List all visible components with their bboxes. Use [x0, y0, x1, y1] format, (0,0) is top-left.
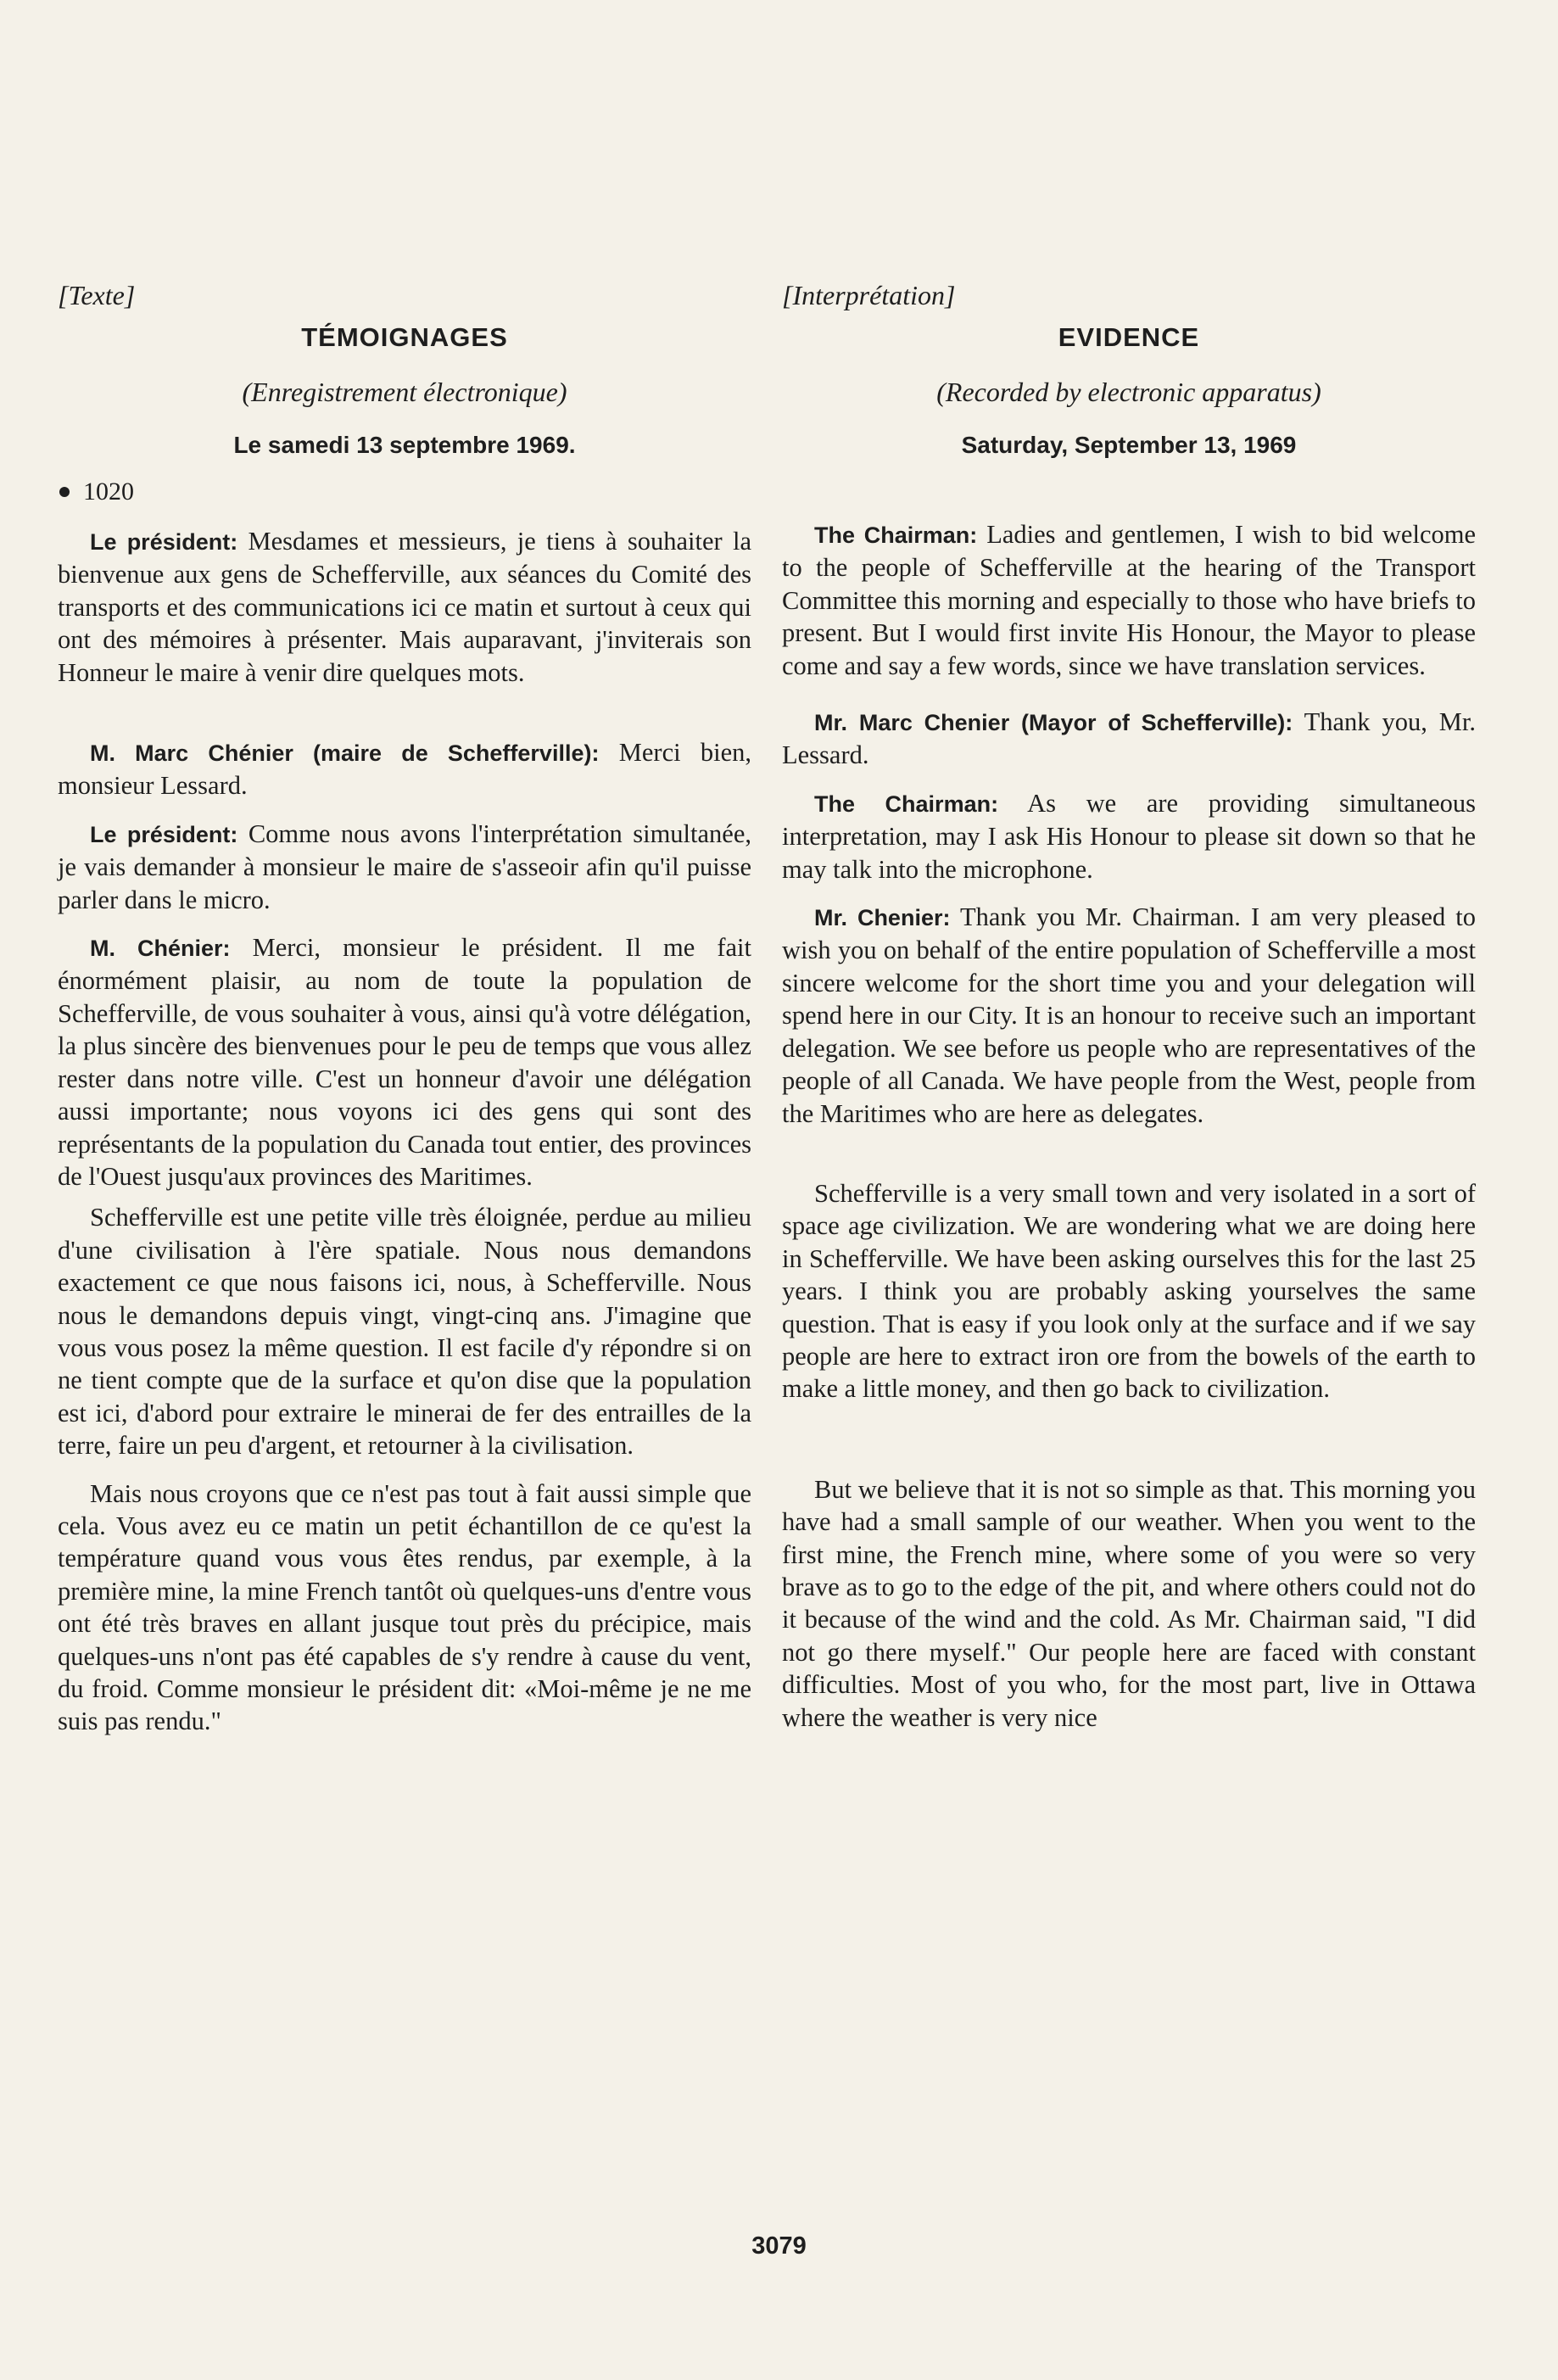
- speaker-name: Mr. Marc Chenier (Mayor of Schefferville):: [814, 710, 1293, 736]
- right-title: EVIDENCE: [1058, 322, 1200, 352]
- left-paragraph: [58, 525, 751, 689]
- speech-text: Ladies and gentlemen, I wish to bid welcome to the people of Schefferville at the hearing of the Transport Committee this morning and especially to those who have briefs to present. But I would first invite His Honour, the Mayor to please come and say a few words, since we have translation services.: [782, 520, 1476, 680]
- time-value: 1020: [83, 478, 134, 506]
- show-through-text: [0, 126, 1558, 159]
- left-column: [58, 280, 751, 1738]
- time-stamp: [58, 478, 751, 506]
- page-number: 3079: [751, 2232, 807, 2260]
- left-subtitle: (Enregistrement électronique): [242, 377, 567, 407]
- right-subtitle: (Recorded by electronic apparatus): [936, 377, 1321, 407]
- bullet-icon: [59, 487, 70, 497]
- speaker-name: The Chairman:: [814, 522, 978, 548]
- speech-text: Mesdames et messieurs, je tiens à souhaiter la bienvenue aux gens de Schefferville, aux séances du Comité des transports et des communications ici ce matin et surtout à ceux qui ont des mémoires à présenter. Mais auparavant, j'inviterais son Honneur le maire à venir dire quelques mots.: [58, 527, 751, 687]
- speaker-name: Le président:: [90, 821, 238, 847]
- speech-text: Schefferville est une petite ville très éloignée, perdue au milieu d'une civilisation à l'ère spatiale. Nous nous demandons exactement ce que nous faisons ici, nous, à Schefferville. Nous nous le demandons depuis vingt, vingt-cinq ans. J'imagine que vous vous posez la même question. Il est facile d'y répondre si on ne tient compte que de la surface et qu'on dise que la population est ici, d'abord pour extraire le minerai de fer des entrailles de la terre, faire un peu d'argent, et retourner à la civilisation.: [58, 1203, 751, 1461]
- left-paragraph: [58, 818, 751, 916]
- right-paragraph: [782, 706, 1476, 772]
- speech-text: Merci, monsieur le président. Il me fait énormément plaisir, au nom de toute la population de Schefferville, de vous souhaiter à vous, ainsi qu'à votre délégation, la plus sincère des bienvenues pour le peu de temps que vous allez rester dans notre ville. C'est un honneur d'avoir une délégation aussi importante; nous voyons ici des gens qui sont des représentants de la population du Canada tout entier, des provinces de l'Ouest jusqu'aux provinces des Maritimes.: [58, 933, 752, 1191]
- right-paragraph: [782, 787, 1476, 886]
- speaker-name: Mr. Chenier:: [814, 905, 951, 931]
- left-paragraph: [58, 736, 751, 802]
- speaker-name: M. Marc Chénier (maire de Schefferville):: [90, 740, 600, 767]
- left-paragraph: [58, 931, 751, 1193]
- right-paragraph: [782, 1473, 1476, 1734]
- left-paragraph: [58, 1478, 751, 1738]
- speaker-name: The Chairman:: [814, 791, 999, 817]
- right-section-label: [Interprétation]: [782, 280, 956, 310]
- left-title: TÉMOIGNAGES: [301, 322, 508, 352]
- speech-text: But we believe that it is not so simple as that. This morning you have had a small sample of our weather. When you went to the first mine, the French mine, where some of you were so very brave as to go to the edge of the pit, and where others could not do it because of the wind and the cold. As Mr. Chairman said, "I did not go there myself." Our people here are faced with constant difficulties. Most of you who, for the most part, live in Ottawa where the weather is very nice: [782, 1474, 1476, 1732]
- speech-text: Merci bien, monsieur Lessard.: [58, 738, 751, 801]
- right-column: [782, 280, 1476, 1734]
- speaker-name: Le président:: [90, 529, 238, 555]
- right-paragraph: [782, 1177, 1476, 1405]
- left-section-label: [Texte]: [58, 280, 136, 310]
- speaker-name: M. Chénier:: [90, 936, 231, 962]
- right-paragraph: [782, 901, 1476, 1130]
- speech-text: Comme nous avons l'interprétation simultanée, je vais demander à monsieur le maire de s'asseoir afin qu'il puisse parler dans le micro.: [58, 818, 751, 914]
- left-paragraph: [58, 1201, 751, 1461]
- right-paragraph: [782, 518, 1476, 682]
- speech-text: Thank you, Mr. Lessard.: [782, 707, 1476, 770]
- left-date: Le samedi 13 septembre 1969.: [233, 432, 576, 458]
- speech-text: Mais nous croyons que ce n'est pas tout à fait aussi simple que cela. Vous avez eu ce matin un petit échantillon de ce qu'est la température quand vous vous êtes rendus, par exemple, à la première mine, la mine French tantôt où quelques-uns d'entre vous ont été très braves en allant jusque tout près du précipice, mais quelques-uns n'ont pas été capables de s'y rendre à cause du vent, du froid. Comme monsieur le président dit: «Moi-même je ne me suis pas rendu.": [58, 1478, 751, 1736]
- speech-text: Thank you Mr. Chairman. I am very pleased to wish you on behalf of the entire population of Schefferville a most sincere welcome for the short time you and your delegation will spend here in our City. It is an honour to receive such an important delegation. We see before us people who are representatives of the people of all Canada. We have people from the West, people from the Maritimes who are here as delegates.: [782, 902, 1476, 1128]
- speech-text: Schefferville is a very small town and very isolated in a sort of space age civilization. We are wondering what we are doing here in Schefferville. We have been asking ourselves this for the last 25 years. I think you are probably asking yourselves the same question. That is easy if you look only at the surface and if we say people are here to extract iron ore from the bowels of the earth to make a little money, and then go back to civilization.: [782, 1178, 1476, 1404]
- speech-text: As we are providing simultaneous interpretation, may I ask His Honour to please sit down so that he may talk into the microphone.: [782, 788, 1476, 884]
- right-date: Saturday, September 13, 1969: [961, 432, 1297, 458]
